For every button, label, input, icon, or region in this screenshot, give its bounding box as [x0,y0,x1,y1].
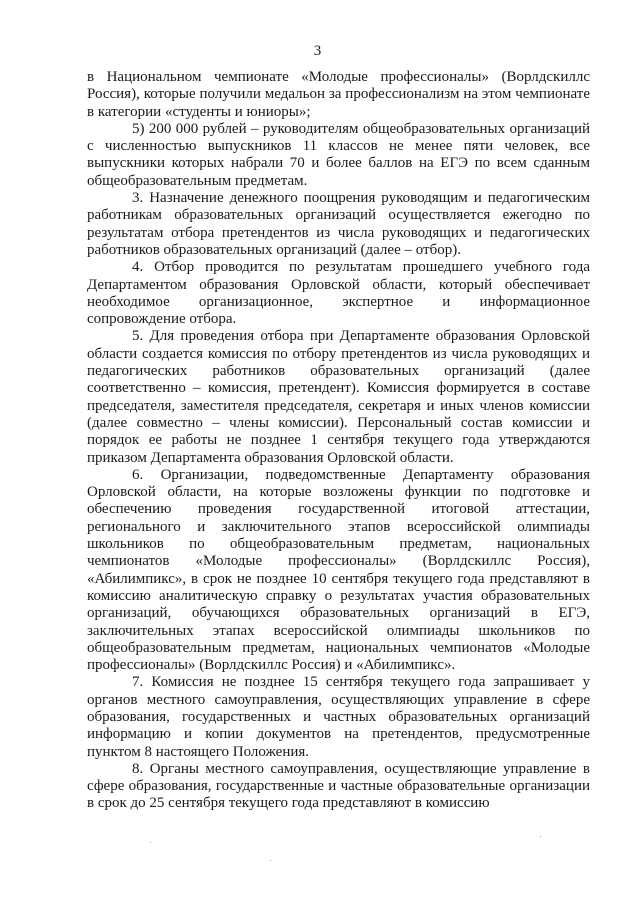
paragraph-item-5: 5) 200 000 рублей – руководителям общеобразовательных организаций с численностью выпускников 11 классов не менее пяти человек, все выпускники которых набрали 70 и более баллов на ЕГЭ по всем сданным общеобразовательным предметам. [87,120,590,189]
paragraph-8: 8. Органы местного самоуправления, осуществляющие управление в сфере образования, государственные и частные образовательные организации в срок до 25 сентября текущего года представляют в комиссию [87,760,590,812]
scan-speck [270,860,271,861]
page-number: 3 [313,43,322,59]
paragraph-6: 6. Организации, подведомственные Департаменту образования Орловской области, на которые возложены функции по подготовке и обеспечению проведения государственной итоговой аттестации, регионального и заключительного этапов всероссийской олимпиады школьников по общеобразовательным предметам, национальных чемпионатов «Молодые профессионалы» (Ворлдскиллс Россия), «Абилимпикс», в срок не позднее 10 сентября текущего года представляют в комиссию аналитическую справку о результатах участия образовательных организаций, обучающихся образовательных организаций в ЕГЭ, заключительных этапах всероссийской олимпиады школьников по общеобразовательным предметам, национальных чемпионатов «Молодые профессионалы» (Ворлдскиллс Россия) и «Абилимпикс». [87,466,590,674]
paragraph-5: 5. Для проведения отбора при Департаменте образования Орловской области создается комиссия по отбору претендентов из числа руководящих и педагогических работников образовательных организаций (далее соответственно – комиссия, претендент). Комиссия формируется в составе председателя, заместителя председателя, секретаря и иных членов комиссии (далее совместно – члены комиссии). Персональный состав комиссии и порядок ее работы не позднее 1 сентября текущего года утверждаются приказом Департамента образования Орловской области. [87,328,590,466]
paragraph-3: 3. Назначение денежного поощрения руководящим и педагогическим работникам образовательных организаций осуществляется ежегодно по результатам отбора претендентов из числа руководящих и педагогических работников образовательных организаций (далее – отбор). [87,190,590,258]
paragraph-7: 7. Комиссия не позднее 15 сентября текущего года запрашивает у органов местного самоуправления, осуществляющих управление в сфере образования, государственных и частных образовательных организаций информацию и копии документов на претендентов, предусмотренные пунктом 8 настоящего Положения. [87,674,590,760]
scan-speck [150,842,151,843]
document-body [87,69,590,813]
scan-speck [540,836,541,837]
paragraph-continuation: в Национальном чемпионате «Молодые профессионалы» (Ворлдскиллс Россия), которые получили медальон за профессионализм на этом чемпионате в категории «студенты и юниоры»; [87,69,590,120]
paragraph-4: 4. Отбор проводится по результатам прошедшего учебного года Департаментом образования Орловской области, который обеспечивает необходимое организационное, экспертное и информационное сопровождение отбора. [87,259,590,328]
